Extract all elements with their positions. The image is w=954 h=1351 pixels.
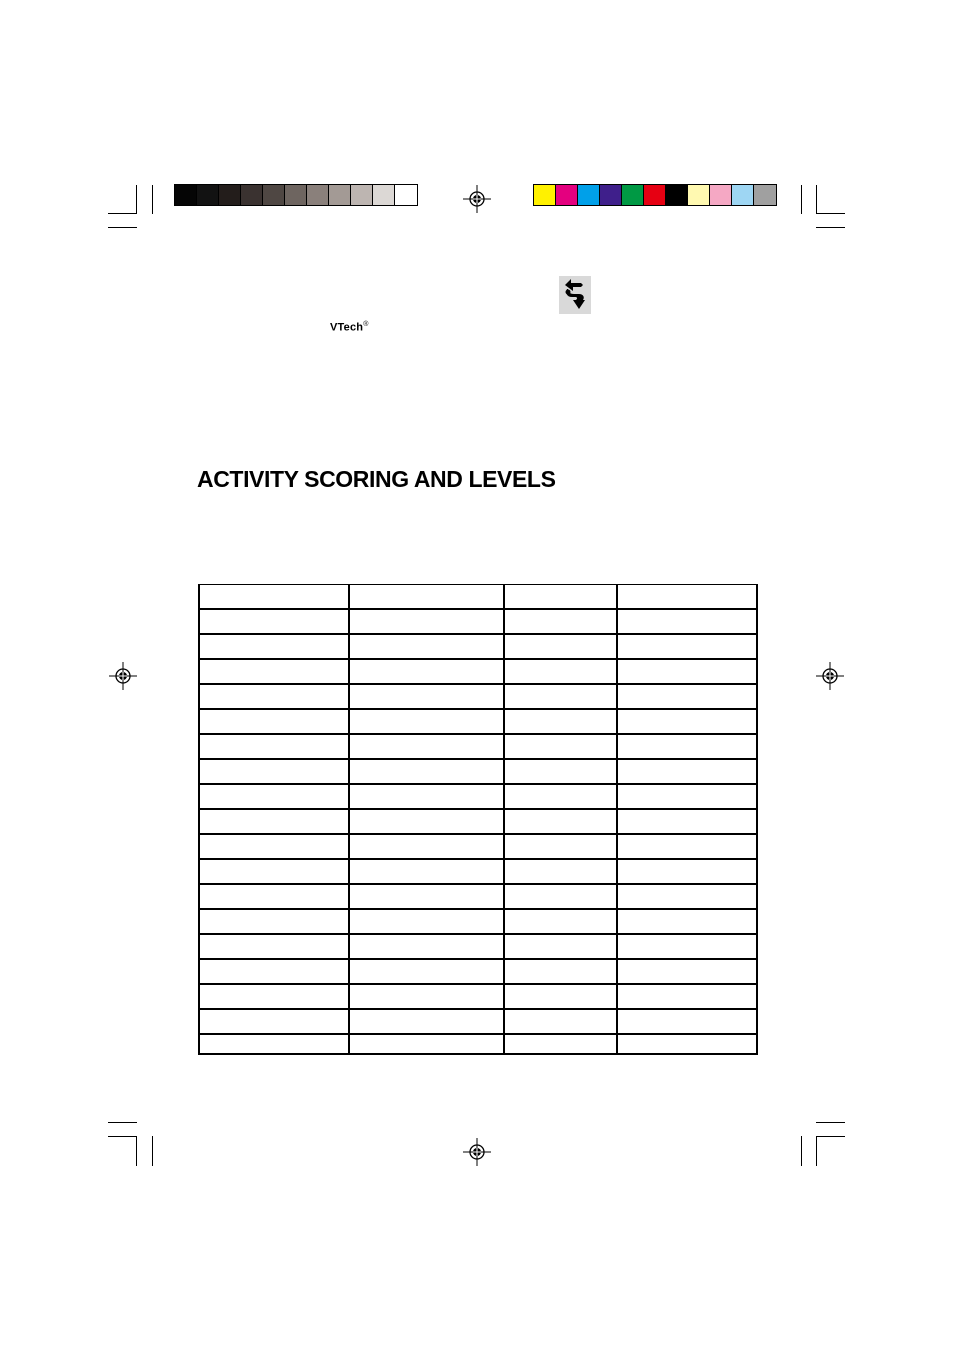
table-cell	[617, 959, 757, 984]
table-cell	[199, 634, 349, 659]
table-cell	[199, 784, 349, 809]
brand-name: VTech	[330, 321, 364, 334]
table-cell	[617, 709, 757, 734]
gray-swatch	[285, 185, 307, 205]
table-cell	[199, 984, 349, 1009]
table-cell	[504, 959, 617, 984]
table-cell	[504, 859, 617, 884]
scoring-levels-table	[198, 584, 758, 1055]
table-cell	[349, 634, 504, 659]
table-cell	[504, 1009, 617, 1034]
table-cell	[349, 784, 504, 809]
table-row	[199, 934, 757, 959]
table-cell	[199, 834, 349, 859]
table-cell	[617, 1009, 757, 1034]
swap-arrows-icon	[559, 276, 591, 314]
registration-mark-icon	[463, 185, 491, 213]
table-cell	[349, 684, 504, 709]
table-cell	[349, 884, 504, 909]
table-cell	[199, 709, 349, 734]
table-cell	[504, 1034, 617, 1054]
table-row	[199, 959, 757, 984]
table-row	[199, 834, 757, 859]
table-row	[199, 734, 757, 759]
registration-mark-icon	[816, 662, 844, 690]
color-swatch	[732, 185, 754, 205]
table-cell	[617, 809, 757, 834]
table-cell	[617, 734, 757, 759]
table-cell	[617, 934, 757, 959]
table-row	[199, 609, 757, 634]
table-cell	[199, 585, 349, 610]
table-cell	[199, 959, 349, 984]
table-cell	[199, 859, 349, 884]
table-cell	[617, 759, 757, 784]
table-cell	[349, 834, 504, 859]
table-cell	[349, 934, 504, 959]
gray-swatch	[329, 185, 351, 205]
gray-swatch	[219, 185, 241, 205]
table-cell	[504, 759, 617, 784]
table-cell	[349, 909, 504, 934]
table-cell	[617, 1034, 757, 1054]
table-cell	[617, 909, 757, 934]
gray-swatch	[351, 185, 373, 205]
color-swatch	[644, 185, 666, 205]
table-row	[199, 1009, 757, 1034]
table-cell	[199, 1009, 349, 1034]
table-cell	[504, 734, 617, 759]
gray-swatch	[395, 185, 417, 205]
table-cell	[199, 884, 349, 909]
table-row	[199, 784, 757, 809]
table-cell	[349, 809, 504, 834]
table-cell	[199, 1034, 349, 1054]
table-row	[199, 984, 757, 1009]
color-swatch	[578, 185, 600, 205]
table-cell	[504, 784, 617, 809]
table-cell	[617, 784, 757, 809]
table-row	[199, 884, 757, 909]
gray-swatch	[307, 185, 329, 205]
gray-swatch	[241, 185, 263, 205]
gray-swatch	[373, 185, 395, 205]
table-cell	[504, 659, 617, 684]
table-cell	[199, 734, 349, 759]
table-cell	[504, 585, 617, 610]
gray-swatch	[175, 185, 197, 205]
table-cell	[349, 859, 504, 884]
color-swatch	[754, 185, 776, 205]
table-cell	[504, 609, 617, 634]
table-cell	[617, 585, 757, 610]
table-cell	[617, 859, 757, 884]
table-row	[199, 659, 757, 684]
table-cell	[349, 734, 504, 759]
grayscale-color-bar	[174, 184, 418, 206]
table-cell	[199, 934, 349, 959]
color-swatch	[600, 185, 622, 205]
table-cell	[199, 684, 349, 709]
table-cell	[504, 709, 617, 734]
table-cell	[617, 659, 757, 684]
color-swatch	[710, 185, 732, 205]
registration-mark-icon	[463, 1138, 491, 1166]
section-heading: ACTIVITY SCORING AND LEVELS	[197, 466, 556, 492]
table-cell	[349, 609, 504, 634]
table-cell	[199, 809, 349, 834]
table-cell	[349, 759, 504, 784]
table-cell	[349, 709, 504, 734]
color-swatch	[666, 185, 688, 205]
table-cell	[504, 684, 617, 709]
table-cell	[504, 634, 617, 659]
table-cell	[349, 659, 504, 684]
registered-mark: ®	[363, 321, 369, 328]
table-cell	[617, 609, 757, 634]
table-cell	[504, 984, 617, 1009]
table-cell	[617, 984, 757, 1009]
table-cell	[504, 909, 617, 934]
table-cell	[199, 609, 349, 634]
table-cell	[617, 684, 757, 709]
table-row	[199, 709, 757, 734]
table-cell	[199, 759, 349, 784]
table-row	[199, 684, 757, 709]
table-cell	[504, 934, 617, 959]
table-cell	[504, 834, 617, 859]
table-cell	[504, 884, 617, 909]
table-row	[199, 809, 757, 834]
table-cell	[617, 834, 757, 859]
table-row	[199, 859, 757, 884]
table-row	[199, 585, 757, 610]
table-row	[199, 634, 757, 659]
process-color-bar	[533, 184, 777, 206]
table-cell	[349, 984, 504, 1009]
color-swatch	[534, 185, 556, 205]
gray-swatch	[197, 185, 219, 205]
color-swatch	[556, 185, 578, 205]
table-row	[199, 759, 757, 784]
table-cell	[349, 1009, 504, 1034]
table-cell	[349, 1034, 504, 1054]
table-cell	[349, 959, 504, 984]
gray-swatch	[263, 185, 285, 205]
color-swatch	[622, 185, 644, 205]
table-cell	[504, 809, 617, 834]
table-cell	[199, 659, 349, 684]
table-row	[199, 909, 757, 934]
color-swatch	[688, 185, 710, 205]
table-cell	[349, 585, 504, 610]
table-cell	[617, 634, 757, 659]
brand-logo-text	[330, 321, 369, 334]
table-row	[199, 1034, 757, 1054]
table-cell	[199, 909, 349, 934]
table-cell	[617, 884, 757, 909]
registration-mark-icon	[109, 662, 137, 690]
